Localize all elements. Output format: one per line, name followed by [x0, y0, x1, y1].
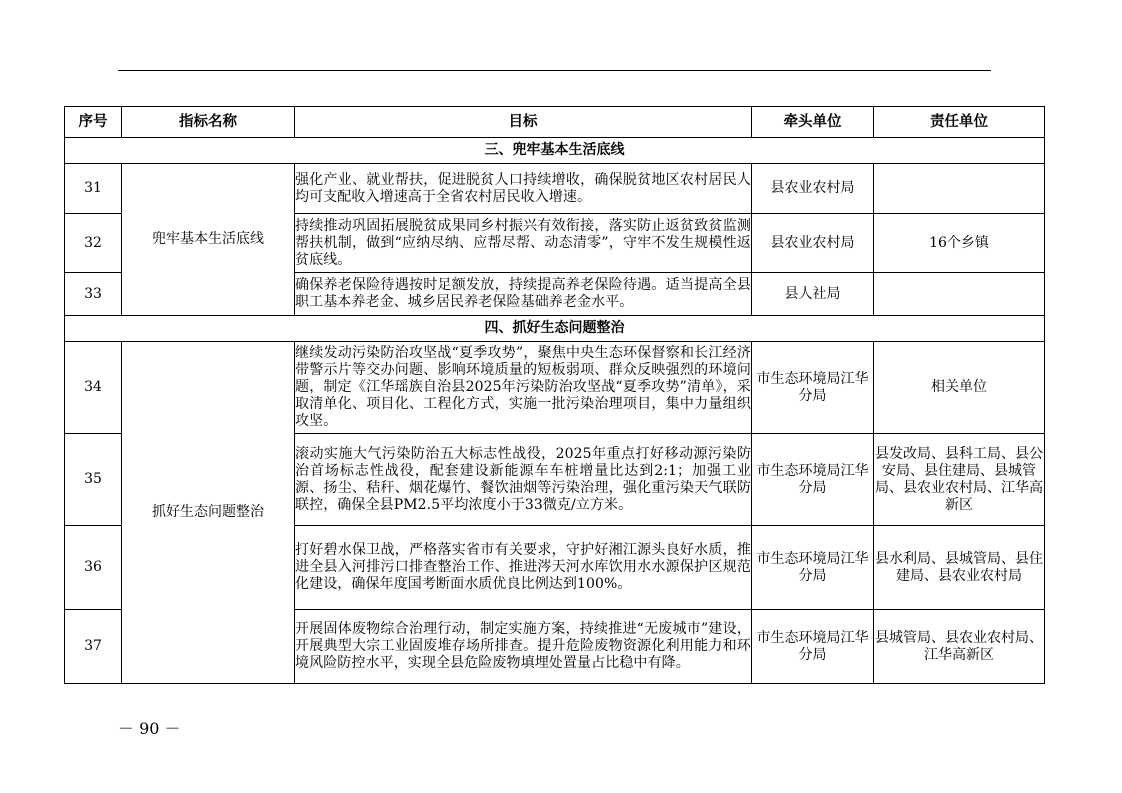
row-num: 37 [65, 610, 122, 684]
table-row [65, 164, 1045, 214]
row-resp: 县发改局、县科工局、县公安局、县住建局、县城管局、县农业农村局、江华高新区 [874, 434, 1045, 526]
table-header-row [65, 107, 1045, 138]
section-title: 四、抓好生态问题整治 [65, 316, 1045, 342]
row-target: 强化产业、就业帮扶，促进脱贫人口持续增收，确保脱贫地区农村居民人均可支配收入增速高于全省农村居民收入增速。 [295, 164, 752, 214]
row-lead: 县人社局 [752, 273, 874, 316]
row-lead: 县农业农村局 [752, 164, 874, 214]
row-resp: 16个乡镇 [874, 214, 1045, 273]
row-target: 确保养老保险待遇按时足额发放，持续提高养老保险待遇。适当提高全县职工基本养老金、城乡居民养老保险基础养老金水平。 [295, 273, 752, 316]
row-lead: 市生态环境局江华分局 [752, 342, 874, 434]
page-number: － 90 － [118, 719, 181, 738]
row-num: 36 [65, 526, 122, 610]
row-num: 31 [65, 164, 122, 214]
section-title: 三、兜牢基本生活底线 [65, 138, 1045, 164]
row-resp [874, 273, 1045, 316]
row-lead: 市生态环境局江华分局 [752, 434, 874, 526]
indicator-table [64, 106, 1045, 684]
header-resp: 责任单位 [874, 107, 1045, 138]
row-num: 33 [65, 273, 122, 316]
row-lead: 市生态环境局江华分局 [752, 610, 874, 684]
row-num: 34 [65, 342, 122, 434]
row-num: 32 [65, 214, 122, 273]
table-row [65, 342, 1045, 434]
header-name: 指标名称 [122, 107, 295, 138]
row-target: 持续推动巩固拓展脱贫成果同乡村振兴有效衔接，落实防止返贫致贫监测帮扶机制，做到“应纳尽纳、应帮尽帮、动态清零”，守牢不发生规模性返贫底线。 [295, 214, 752, 273]
row-resp: 县水利局、县城管局、县住建局、县农业农村局 [874, 526, 1045, 610]
row-target: 开展固体废物综合治理行动，制定实施方案，持续推进“无废城市”建设，开展典型大宗工业固废堆存场所排查。提升危险废物资源化利用能力和环境风险防控水平，实现全县危险废物填埋处置量占比稳中有降。 [295, 610, 752, 684]
row-name: 抓好生态问题整治 [122, 342, 295, 684]
header-lead: 牵头单位 [752, 107, 874, 138]
row-target: 滚动实施大气污染防治五大标志性战役，2025年重点打好移动源污染防治首场标志性战役，配套建设新能源车车桩增量比达到2:1；加强工业源、扬尘、秸秆、烟花爆竹、餐饮油烟等污染治理，强化重污染天气联防联控，确保全县PM2.5平均浓度小于33微克/立方米。 [295, 434, 752, 526]
row-target: 打好碧水保卫战，严格落实省市有关要求，守护好湘江源头良好水质，推进全县入河排污口排查整治工作、推进涔天河水库饮用水水源保护区规范化建设，确保年度国考断面水质优良比例达到100%。 [295, 526, 752, 610]
section-row [65, 138, 1045, 164]
row-resp: 相关单位 [874, 342, 1045, 434]
row-target: 继续发动污染防治攻坚战“夏季攻势”，聚焦中央生态环保督察和长江经济带警示片等交办问题、影响环境质量的短板弱项、群众反映强烈的环境问题，制定《江华瑶族自治县2025年污染防治攻坚战“夏季攻势”清单》，采取清单化、项目化、工程化方式，实施一批污染治理项目，集中力量组织攻坚。 [295, 342, 752, 434]
row-lead: 县农业农村局 [752, 214, 874, 273]
row-resp: 县城管局、县农业农村局、江华高新区 [874, 610, 1045, 684]
row-name: 兜牢基本生活底线 [122, 164, 295, 316]
row-resp [874, 164, 1045, 214]
row-num: 35 [65, 434, 122, 526]
header-rule [118, 70, 991, 71]
header-target: 目标 [295, 107, 752, 138]
row-lead: 市生态环境局江华分局 [752, 526, 874, 610]
section-row [65, 316, 1045, 342]
header-num: 序号 [65, 107, 122, 138]
